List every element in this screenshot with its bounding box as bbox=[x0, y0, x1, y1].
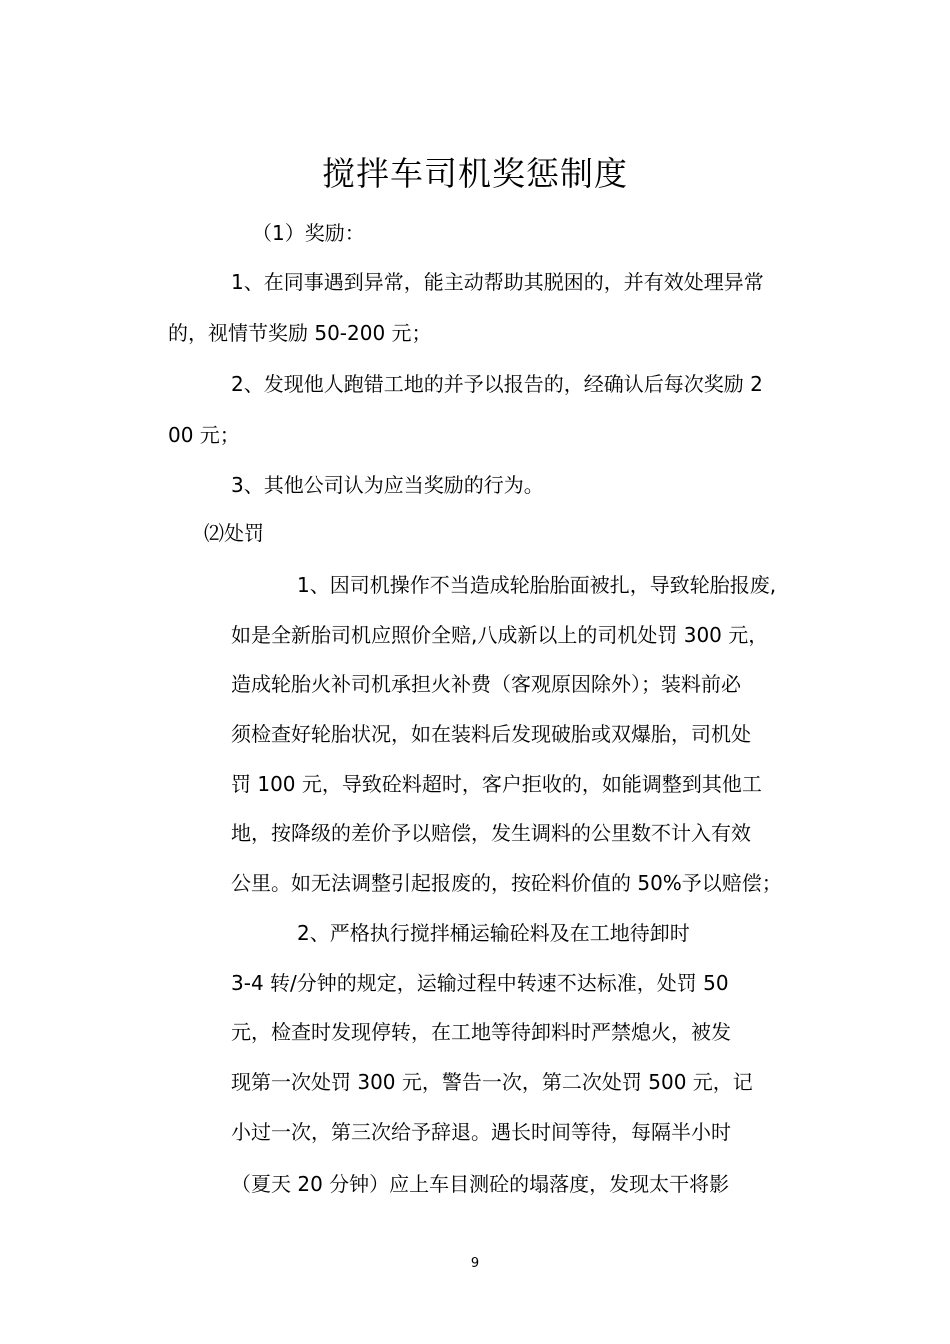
paragraph-line: 的，视情节奖励 50-200 元； bbox=[168, 321, 432, 345]
paragraph-line: 现第一次处罚 300 元，警告一次，第二次处罚 500 元，记 bbox=[231, 1070, 753, 1094]
paragraph-line: 3、其他公司认为应当奖励的行为。 bbox=[231, 473, 544, 497]
section-heading-penalty: ⑵处罚 bbox=[204, 521, 264, 545]
paragraph-line: 公里。如无法调整引起报废的，按砼料价值的 50%予以赔偿； bbox=[231, 871, 782, 895]
paragraph-line: 2、发现他人跑错工地的并予以报告的，经确认后每次奖励 2 bbox=[231, 372, 763, 396]
paragraph-line: 2、严格执行搅拌桶运输砼料及在工地待卸时 bbox=[297, 921, 690, 945]
paragraph-line: 1、在同事遇到异常，能主动帮助其脱困的，并有效处理异常 bbox=[231, 270, 764, 294]
paragraph-line: 造成轮胎火补司机承担火补费（客观原因除外）；装料前必 bbox=[231, 672, 741, 696]
paragraph-line: （夏天 20 分钟）应上车目测砼的塌落度，发现太干将影 bbox=[231, 1172, 730, 1196]
paragraph-line: 小过一次，第三次给予辞退。遇长时间等待，每隔半小时 bbox=[231, 1120, 731, 1144]
paragraph-line: 如是全新胎司机应照价全赔,八成新以上的司机处罚 300 元， bbox=[231, 623, 769, 647]
paragraph-line: 地，按降级的差价予以赔偿，发生调料的公里数不计入有效 bbox=[231, 821, 751, 845]
document-title: 搅拌车司机奖惩制度 bbox=[322, 154, 628, 193]
paragraph-line: 00 元； bbox=[168, 423, 240, 447]
paragraph-line: 罚 100 元，导致砼料超时，客户拒收的，如能调整到其他工 bbox=[231, 772, 762, 796]
paragraph-line: 3-4 转/分钟的规定，运输过程中转速不达标准，处罚 50 bbox=[231, 971, 729, 995]
section-heading-reward: （1）奖励： bbox=[252, 221, 365, 245]
paragraph-line: 元，检查时发现停转，在工地等待卸料时严禁熄火，被发 bbox=[231, 1020, 731, 1044]
paragraph-line: 1、因司机操作不当造成轮胎胎面被扎，导致轮胎报废, bbox=[297, 573, 777, 597]
paragraph-line: 须检查好轮胎状况，如在装料后发现破胎或双爆胎，司机处 bbox=[231, 722, 751, 746]
page-number: 9 bbox=[470, 1256, 480, 1271]
